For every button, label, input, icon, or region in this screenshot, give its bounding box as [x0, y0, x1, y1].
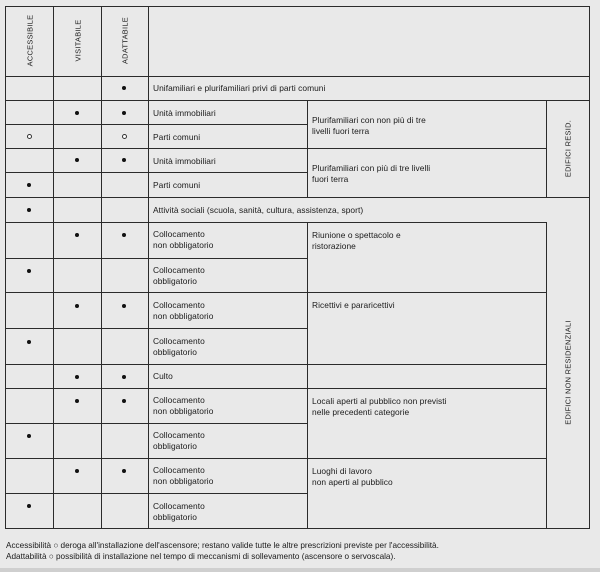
row-label-obbligatorio: obbligatorio: [153, 512, 197, 522]
grid-line: [5, 364, 546, 365]
row-label-collocamento: Collocamento: [153, 300, 205, 310]
row-label-obbligatorio: obbligatorio: [153, 276, 197, 286]
filled-dot-marker: [122, 86, 126, 90]
filled-dot-marker: [75, 399, 79, 403]
group-label-plurifamiliari-tre: livelli fuori terra: [312, 126, 370, 136]
grid-line: [5, 148, 546, 149]
row-label-collocamento: Collocamento: [153, 395, 205, 405]
column-header-accessibile: ACCESSIBILE: [25, 14, 35, 67]
group-label-plurifamiliari-tre: Plurifamiliari con non più di tre: [312, 115, 426, 125]
row-label-unifamiliari: Unifamiliari e plurifamiliari privi di parti comuni: [153, 83, 326, 93]
filled-dot-marker: [27, 183, 31, 187]
column-header-visitabile: VISITABILE: [73, 19, 83, 62]
footnote-accessibilita: Accessibilità ○ deroga all'installazione dell'ascensore; restano valide tutte le altre prescrizioni previste per l'accessibilità.: [6, 541, 439, 550]
filled-dot-marker: [27, 340, 31, 344]
footnote-adattabilita: Adattabilità ○ possibilità di installazione nel tempo di meccanismi di sollevamento (ascensore o servoscala).: [6, 552, 396, 561]
row-label-attivita-sociali: Attività sociali (scuola, sanità, cultura, assistenza, sport): [153, 205, 364, 215]
row-label-collocamento: Collocamento: [153, 501, 205, 511]
grid-line: [5, 258, 307, 259]
filled-dot-marker: [122, 304, 126, 308]
row-label-parti-comuni: Parti comuni: [153, 132, 201, 142]
row-label-non-obbligatorio: non obbligatorio: [153, 476, 214, 486]
filled-dot-marker: [27, 504, 31, 508]
grid-line: [5, 458, 546, 459]
filled-dot-marker: [27, 208, 31, 212]
group-label-locali-aperti: nelle precedenti categorie: [312, 407, 410, 417]
grid-line: [5, 292, 546, 293]
filled-dot-marker: [75, 375, 79, 379]
row-label-collocamento: Collocamento: [153, 430, 205, 440]
row-label-collocamento: Collocamento: [153, 465, 205, 475]
row-label-collocamento: Collocamento: [153, 229, 205, 239]
filled-dot-marker: [27, 269, 31, 273]
grid-line: [546, 100, 547, 197]
row-label-non-obbligatorio: non obbligatorio: [153, 311, 214, 321]
row-label-collocamento: Collocamento: [153, 336, 205, 346]
filled-dot-marker: [122, 399, 126, 403]
grid-line: [5, 328, 307, 329]
grid-line: [5, 6, 6, 529]
group-label-luoghi-lavoro: Luoghi di lavoro: [312, 466, 372, 476]
row-label-obbligatorio: obbligatorio: [153, 347, 197, 357]
filled-dot-marker: [75, 158, 79, 162]
group-label-locali-aperti: Locali aperti al pubblico non previsti: [312, 396, 447, 406]
side-label-edifici-residenziali: EDIFICI RESID.: [563, 119, 573, 178]
bottom-edge: [0, 568, 600, 572]
row-label-parti-comuni: Parti comuni: [153, 180, 201, 190]
filled-dot-marker: [75, 304, 79, 308]
group-label-riunione: Riunione o spettacolo e: [312, 230, 401, 240]
grid-line: [307, 222, 308, 529]
group-label-riunione: ristorazione: [312, 241, 356, 251]
grid-line: [101, 6, 102, 529]
filled-dot-marker: [122, 375, 126, 379]
grid-line: [5, 197, 590, 198]
row-label-obbligatorio: obbligatorio: [153, 441, 197, 451]
row-label-collocamento: Collocamento: [153, 265, 205, 275]
column-header-adattabile: ADATTABILE: [120, 16, 130, 65]
group-label-ricettivi: Ricettivi e pararicettivi: [312, 300, 395, 310]
grid-line: [5, 493, 307, 494]
filled-dot-marker: [122, 469, 126, 473]
grid-line: [589, 6, 590, 529]
open-circle-marker: [27, 134, 32, 139]
grid-line: [5, 76, 590, 77]
open-circle-marker: [122, 134, 127, 139]
filled-dot-marker: [122, 158, 126, 162]
row-label-unita-immobiliari: Unità immobiliari: [153, 108, 216, 118]
grid-line: [5, 172, 307, 173]
row-label-non-obbligatorio: non obbligatorio: [153, 406, 214, 416]
grid-line: [5, 222, 546, 223]
side-label-edifici-non-residenziali: EDIFICI NON RESIDENZIALI: [563, 320, 573, 425]
row-label-unita-immobiliari: Unità immobiliari: [153, 156, 216, 166]
group-label-plurifamiliari-piu: fuori terra: [312, 174, 349, 184]
grid-line: [546, 222, 547, 529]
filled-dot-marker: [122, 111, 126, 115]
grid-line: [148, 6, 149, 529]
grid-line: [53, 6, 54, 529]
grid-line: [5, 388, 546, 389]
grid-line: [5, 100, 590, 101]
filled-dot-marker: [75, 469, 79, 473]
grid-line: [5, 124, 307, 125]
group-label-plurifamiliari-piu: Plurifamiliari con più di tre livelli: [312, 163, 431, 173]
grid-line: [307, 100, 308, 197]
grid-line: [5, 528, 590, 529]
row-label-non-obbligatorio: non obbligatorio: [153, 240, 214, 250]
filled-dot-marker: [75, 233, 79, 237]
row-label-culto: Culto: [153, 371, 173, 381]
grid-line: [5, 423, 307, 424]
filled-dot-marker: [27, 434, 31, 438]
grid-line: [5, 6, 590, 7]
filled-dot-marker: [75, 111, 79, 115]
group-label-luoghi-lavoro: non aperti al pubblico: [312, 477, 393, 487]
filled-dot-marker: [122, 233, 126, 237]
